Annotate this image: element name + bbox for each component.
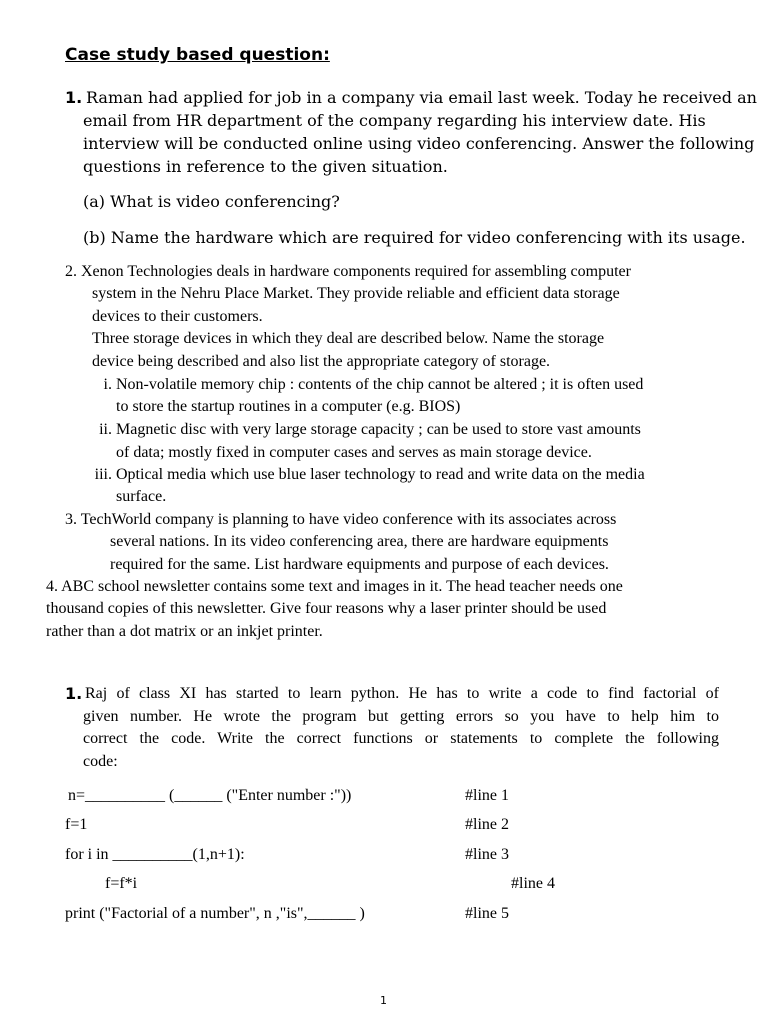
list-marker: i. xyxy=(103,376,112,393)
code-line: print ("Factorial of a number", n ,"is",______ ) xyxy=(65,905,365,922)
code-comment: #line 4 xyxy=(511,875,555,892)
list-marker: iii. xyxy=(94,466,112,483)
page-number: 1 xyxy=(380,994,387,1007)
question-number: 1. xyxy=(65,88,83,107)
question-text-line: 2. Xenon Technologies deals in hardware components required for assembling computer xyxy=(65,263,631,280)
code-comment: #line 3 xyxy=(465,846,509,863)
question-text-line: correct the code. Write the correct functions or statements to complete the following xyxy=(83,730,719,747)
list-marker: ii. xyxy=(99,421,112,438)
question-text-line: given number. He wrote the program but getting errors so you have to help him to xyxy=(83,708,719,725)
list-item-line: Optical media which use blue laser technology to read and write data on the media xyxy=(116,466,645,483)
question-text-line: system in the Nehru Place Market. They provide reliable and efficient data storage xyxy=(92,285,620,302)
question-number: 1. xyxy=(65,684,83,703)
question-text-line: code: xyxy=(83,753,118,770)
question-text-line: 4. ABC school newsletter contains some text and images in it. The head teacher needs one xyxy=(46,578,623,595)
question-text-line: several nations. In its video conferencing area, there are hardware equipments xyxy=(110,533,609,550)
question-part-b: (b) Name the hardware which are required for video conferencing with its usage. xyxy=(83,228,746,247)
list-item-line: to store the startup routines in a computer (e.g. BIOS) xyxy=(116,398,461,415)
question-text-line: Three storage devices in which they deal are described below. Name the storage xyxy=(92,330,605,347)
code-line: n=__________ (______ ("Enter number :")) xyxy=(68,787,352,804)
question-text-line: interview will be conducted online using video conferencing. Answer the following xyxy=(83,134,755,153)
question-text-line: 3. TechWorld company is planning to have video conference with its associates across xyxy=(65,511,617,528)
list-item-line: Magnetic disc with very large storage capacity ; can be used to store vast amounts xyxy=(116,421,641,438)
list-item-line: Non-volatile memory chip : contents of the chip cannot be altered ; it is often used xyxy=(116,376,644,393)
code-comment: #line 1 xyxy=(465,787,509,804)
question-text-line: required for the same. List hardware equipments and purpose of each devices. xyxy=(110,556,609,573)
question-text-line: Raj of class XI has started to learn python. He has to write a code to find factorial of xyxy=(85,685,719,702)
question-text-line: Raman had applied for job in a company via email last week. Today he received an xyxy=(86,88,757,107)
list-item-line: of data; mostly fixed in computer cases and serves as main storage device. xyxy=(116,444,592,461)
question-part-a: (a) What is video conferencing? xyxy=(83,192,340,211)
question-text-line: devices to their customers. xyxy=(92,308,263,325)
question-text-line: email from HR department of the company regarding his interview date. His xyxy=(83,111,706,130)
code-comment: #line 2 xyxy=(465,816,509,833)
list-item-line: surface. xyxy=(116,488,167,505)
question-text-line: device being described and also list the appropriate category of storage. xyxy=(92,353,551,370)
question-text-line: rather than a dot matrix or an inkjet printer. xyxy=(46,623,323,640)
code-line: for i in __________(1,n+1): xyxy=(65,846,245,863)
page-heading: Case study based question: xyxy=(65,45,330,65)
question-text-line: questions in reference to the given situation. xyxy=(83,157,448,176)
code-line: f=f*i xyxy=(105,875,138,892)
question-text-line: thousand copies of this newsletter. Give four reasons why a laser printer should be used xyxy=(46,600,607,617)
code-comment: #line 5 xyxy=(465,905,509,922)
code-line: f=1 xyxy=(65,816,88,833)
